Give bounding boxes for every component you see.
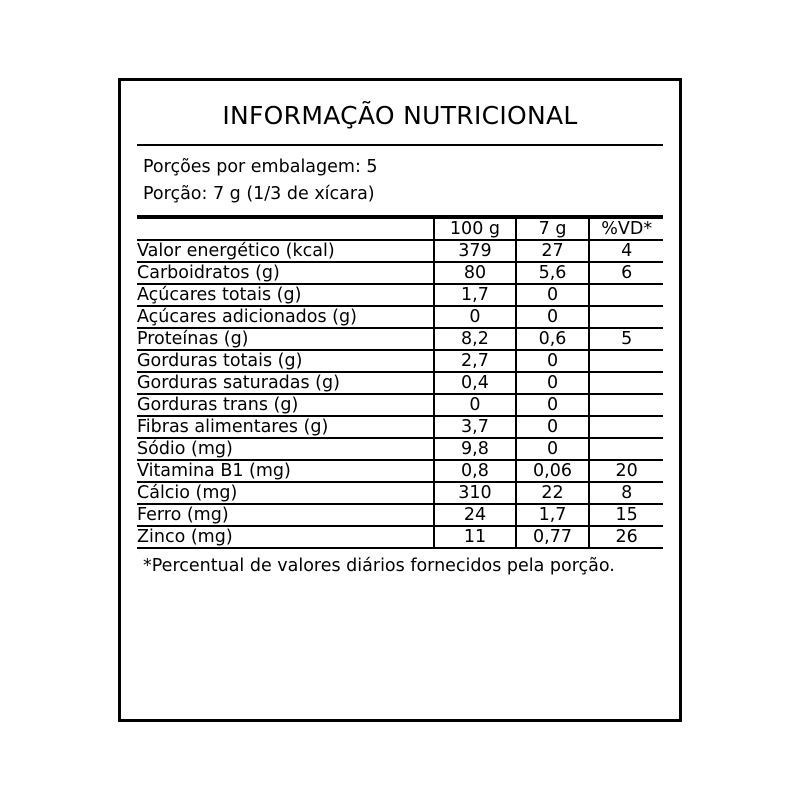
value-per-portion: 0 <box>516 394 590 416</box>
value-per-100g: 8,2 <box>434 328 516 350</box>
nutrient-name: Sódio (mg) <box>137 438 434 460</box>
column-header-vd: %VD* <box>589 219 663 240</box>
value-per-portion: 0 <box>516 416 590 438</box>
value-vd <box>589 350 663 372</box>
serving-info <box>137 146 663 215</box>
value-vd: 6 <box>589 262 663 284</box>
value-vd <box>589 284 663 306</box>
value-per-portion: 1,7 <box>516 504 590 526</box>
nutrient-name: Zinco (mg) <box>137 526 434 547</box>
value-vd: 15 <box>589 504 663 526</box>
value-vd <box>589 394 663 416</box>
table-row <box>137 394 663 416</box>
value-vd: 26 <box>589 526 663 547</box>
nutrient-name: Açúcares totais (g) <box>137 284 434 306</box>
nutrient-name: Proteínas (g) <box>137 328 434 350</box>
nutrition-facts-panel <box>118 78 682 722</box>
table-body <box>137 240 663 547</box>
value-vd <box>589 438 663 460</box>
value-per-100g: 0 <box>434 306 516 328</box>
table-row <box>137 350 663 372</box>
page-title: INFORMAÇÃO NUTRICIONAL <box>222 101 578 130</box>
table-row <box>137 526 663 547</box>
nutrient-name: Fibras alimentares (g) <box>137 416 434 438</box>
value-per-portion: 0 <box>516 350 590 372</box>
table-row <box>137 372 663 394</box>
value-per-portion: 27 <box>516 240 590 262</box>
nutrient-name: Gorduras totais (g) <box>137 350 434 372</box>
value-per-100g: 3,7 <box>434 416 516 438</box>
nutrient-name: Valor energético (kcal) <box>137 240 434 262</box>
table-row <box>137 262 663 284</box>
value-vd: 20 <box>589 460 663 482</box>
column-header-per-portion: 7 g <box>516 219 590 240</box>
serving-size: Porção: 7 g (1/3 de xícara) <box>143 183 375 204</box>
column-header-per-100g: 100 g <box>434 219 516 240</box>
nutrition-table <box>137 219 663 547</box>
nutrient-name: Gorduras trans (g) <box>137 394 434 416</box>
table-row <box>137 504 663 526</box>
table-row <box>137 438 663 460</box>
value-per-100g: 0,4 <box>434 372 516 394</box>
value-per-portion: 0 <box>516 284 590 306</box>
table-row <box>137 284 663 306</box>
nutrient-name: Vitamina B1 (mg) <box>137 460 434 482</box>
table-row <box>137 306 663 328</box>
value-vd: 4 <box>589 240 663 262</box>
table-row <box>137 460 663 482</box>
value-vd <box>589 306 663 328</box>
value-per-portion: 5,6 <box>516 262 590 284</box>
value-per-portion: 0 <box>516 438 590 460</box>
nutrient-name: Cálcio (mg) <box>137 482 434 504</box>
value-vd: 5 <box>589 328 663 350</box>
table-row <box>137 482 663 504</box>
value-vd <box>589 416 663 438</box>
value-per-100g: 9,8 <box>434 438 516 460</box>
value-per-100g: 1,7 <box>434 284 516 306</box>
table-row <box>137 416 663 438</box>
value-per-portion: 0,77 <box>516 526 590 547</box>
value-per-portion: 0 <box>516 306 590 328</box>
value-per-100g: 80 <box>434 262 516 284</box>
table-row <box>137 240 663 262</box>
nutrient-name: Açúcares adicionados (g) <box>137 306 434 328</box>
value-per-100g: 2,7 <box>434 350 516 372</box>
value-per-portion: 0,06 <box>516 460 590 482</box>
value-vd <box>589 372 663 394</box>
nutrient-name: Ferro (mg) <box>137 504 434 526</box>
nutrient-name: Carboidratos (g) <box>137 262 434 284</box>
column-header-nutrient <box>137 219 434 240</box>
table-row <box>137 328 663 350</box>
footnote: *Percentual de valores diários fornecidos pela porção. <box>143 556 615 577</box>
value-per-100g: 379 <box>434 240 516 262</box>
nutrient-name: Gorduras saturadas (g) <box>137 372 434 394</box>
value-per-portion: 0,6 <box>516 328 590 350</box>
value-per-100g: 11 <box>434 526 516 547</box>
value-vd: 8 <box>589 482 663 504</box>
value-per-100g: 24 <box>434 504 516 526</box>
servings-per-package: Porções por embalagem: 5 <box>143 157 378 177</box>
value-per-portion: 0 <box>516 372 590 394</box>
table-header-row <box>137 219 663 240</box>
value-per-100g: 0 <box>434 394 516 416</box>
value-per-100g: 310 <box>434 482 516 504</box>
value-per-portion: 22 <box>516 482 590 504</box>
value-per-100g: 0,8 <box>434 460 516 482</box>
